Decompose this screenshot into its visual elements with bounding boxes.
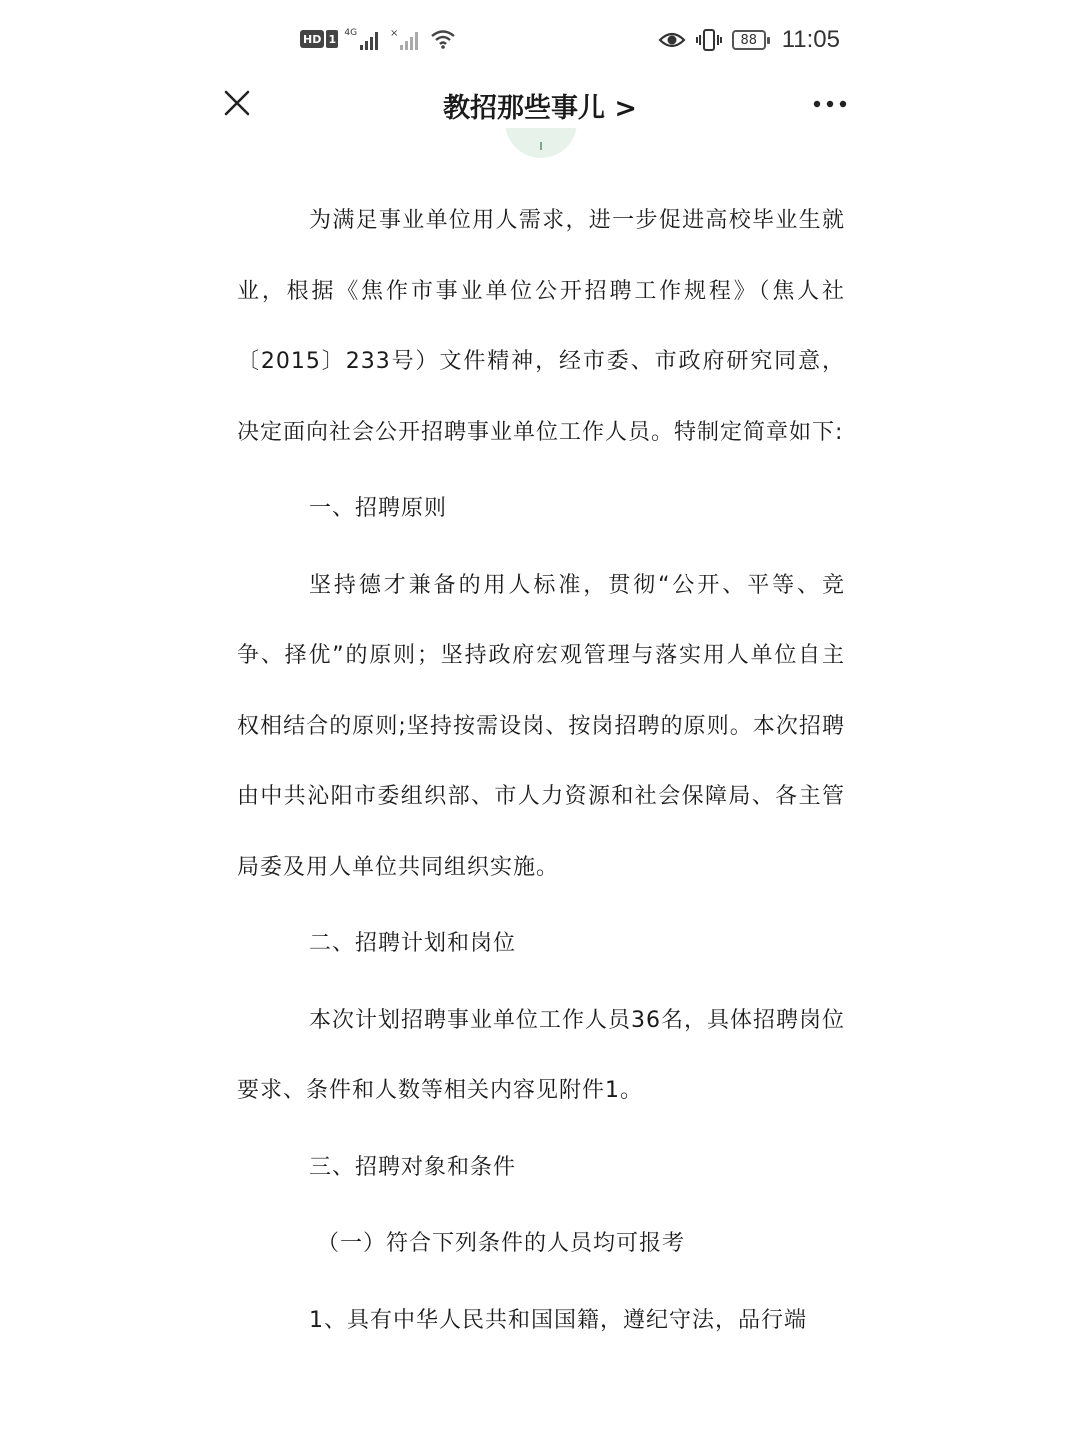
signal-4g-icon <box>344 28 378 50</box>
status-right <box>658 26 840 54</box>
clock: 11:05 <box>781 26 840 53</box>
more-icon <box>812 92 848 116</box>
network-type-label: 4G <box>344 28 358 38</box>
more-button[interactable] <box>812 92 848 116</box>
section-heading-1: 一、招聘原则 <box>309 496 448 521</box>
status-bar <box>0 0 1080 78</box>
paragraph-principles: 坚持德才兼备的用人标准，贯彻“公开、平等、竞争、择优”的原则；坚持政府宏观管理与落实用人单位自主权相结合的原则;坚持按需设岗、按岗招聘的原则。本次招聘由中共沁阳市委组织部、市人力资源和社会保障局、各主管局委及用人单位共同组织实施。 <box>237 572 845 880</box>
page-title[interactable]: 教招那些事儿 > <box>442 93 638 124</box>
nav-bar <box>0 78 1080 134</box>
section-heading-2: 二、招聘计划和岗位 <box>309 931 517 956</box>
hd-sim-number: 1 <box>326 30 338 48</box>
article-body <box>237 186 845 1356</box>
signal-2-icon: × <box>390 28 418 50</box>
battery-icon: 88 <box>732 30 766 50</box>
avatar <box>505 128 577 158</box>
section-heading-3: 三、招聘对象和条件 <box>309 1154 517 1180</box>
vibrate-icon <box>696 28 722 52</box>
hd-icon: HD <box>300 30 324 48</box>
paragraph-plan: 本次计划招聘事业单位工作人员36名，具体招聘岗位要求、条件和人数等相关内容见附件1。 <box>237 1007 845 1103</box>
wifi-icon <box>430 28 456 50</box>
paragraph-intro: 为满足事业单位用人需求，进一步促进高校毕业生就业，根据《焦作市事业单位公开招聘工作规程》（焦人社〔2015〕233号）文件精神，经市委、市政府研究同意，决定面向社会公开招聘事业单位工作人员。特制定简章如下: <box>237 208 845 445</box>
subsection-heading-1: （一）符合下列条件的人员均可报考 <box>317 1231 686 1256</box>
status-left <box>300 26 456 52</box>
eye-icon <box>658 30 686 50</box>
paragraph-condition-1: 1、具有中华人民共和国国籍，遵纪守法，品行端 <box>309 1307 807 1333</box>
